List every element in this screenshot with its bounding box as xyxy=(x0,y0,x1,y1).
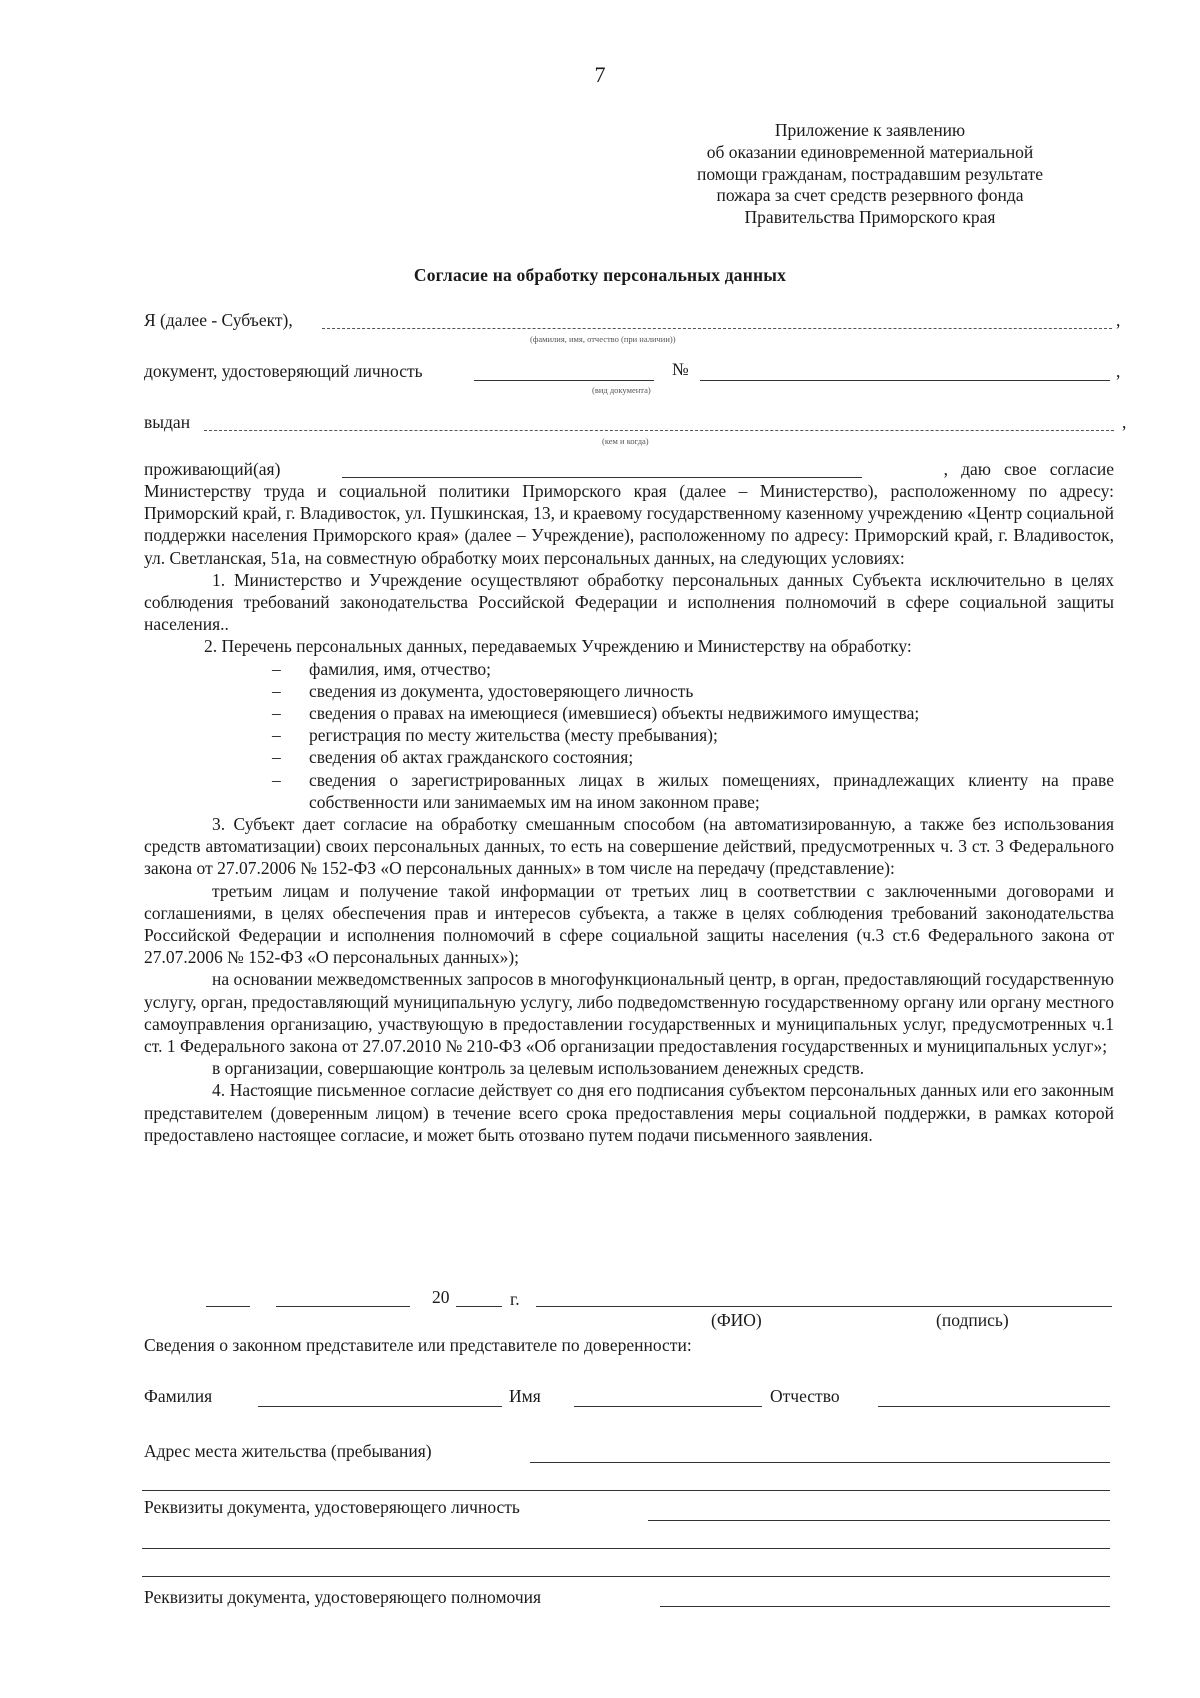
personal-data-list xyxy=(144,658,1114,813)
appendix-line: об оказании единовременной материальной xyxy=(706,141,1034,162)
name-label: Имя xyxy=(509,1386,541,1406)
clause-1: 1. Министерство и Учреждение осуществляют обработку персональных данных Субъекта исключительно в целях соблюдения требований законодательства Российской Федерации и исполнения полномочий в сфере социальной защиты населения.. xyxy=(144,569,1114,635)
appendix-header xyxy=(640,120,1100,229)
appendix-line: помощи гражданам, пострадавшим результате xyxy=(696,163,1044,184)
clause-3: 3. Субъект дает согласие на обработку смешанным способом (на автоматизированную, а также без использования средств автоматизации) своих персональных данных, то есть на совершение действий, предусмотренных ч. 3 ст. 3 Федерального закона от 27.07.2006 № 152-ФЗ «О персональных данных» в том числе на передачу (представление): xyxy=(144,814,1114,879)
list-item: – сведения об актах гражданского состояния; xyxy=(272,747,634,768)
list-item: – фамилия, имя, отчество; xyxy=(272,658,492,679)
authority-doc-field[interactable] xyxy=(660,1606,1110,1607)
fio-label: (ФИО) xyxy=(711,1310,762,1330)
issued-comma: , xyxy=(1122,412,1127,432)
date-month-field[interactable] xyxy=(276,1306,410,1307)
patronymic-label: Отчество xyxy=(770,1386,840,1406)
doc-number-field[interactable] xyxy=(700,380,1110,381)
list-item: – сведения из документа, удостоверяющего личность xyxy=(272,680,694,701)
doc-comma: , xyxy=(1116,361,1121,381)
id-doc-field[interactable] xyxy=(648,1520,1110,1521)
address-field[interactable] xyxy=(530,1462,1110,1463)
subject-name-field[interactable] xyxy=(322,328,1112,329)
year-suffix: г. xyxy=(510,1289,520,1309)
patronymic-field[interactable] xyxy=(878,1406,1110,1407)
dash-bullet: – xyxy=(272,703,281,724)
appendix-line: пожара за счет средств резервного фонда xyxy=(716,185,1024,206)
residing-address-field[interactable] xyxy=(342,477,862,478)
appendix-line: Правительства Приморского края xyxy=(744,207,996,228)
dash-bullet: – xyxy=(272,658,281,679)
id-doc-label: Реквизиты документа, удостоверяющего личность xyxy=(144,1497,520,1517)
signature-label: (подпись) xyxy=(936,1310,1009,1330)
dash-bullet: – xyxy=(272,747,281,768)
authority-doc-label: Реквизиты документа, удостоверяющего полномочия xyxy=(144,1587,542,1607)
doc-type-field[interactable] xyxy=(474,380,654,381)
consent-body xyxy=(144,480,1114,1146)
subject-hint: (фамилия, имя, отчество (при наличии)) xyxy=(530,334,676,344)
date-year-field[interactable] xyxy=(456,1306,502,1307)
clause-3a: третьим лицам и получение такой информации от третьих лиц в соответствии с заключенными договорами и соглашениями, в целях обеспечения прав и интересов субъекта, а также в целях соблюдения требований законодательства Российской Федерации и исполнения полномочий в сфере социальной защиты населения (ч.3 ст.6 Федерального закона от 27.07.2006 № 152-ФЗ «О персональных данных»); xyxy=(144,880,1114,968)
address-label: Адрес места жительства (пребывания) xyxy=(144,1441,432,1461)
list-item: – сведения о правах на имеющиеся (имевшиеся) объекты недвижимого имущества; xyxy=(272,703,920,724)
body-intro: Министерству труда и социальной политики Приморского края (далее – Министерство), расположенному по адресу: Приморский край, г. Владивосток, ул. Пушкинская, 13, и краевому государственному казенному учреждению «Центр социальной поддержки населения Приморского края» (далее – Учреждение), расположенному по адресу: Приморский край, г. Владивосток, ул. Светланская, 51а, на совместную обработку моих персональных данных, на следующих условиях: xyxy=(144,481,1114,568)
page-number: 7 xyxy=(594,62,606,87)
date-day-field[interactable] xyxy=(206,1306,250,1307)
clause-3b: на основании межведомственных запросов в многофункциональный центр, в орган, предоставляющий государственную услугу, орган, предоставляющий муниципальную услугу, либо подведомственную государственному органу или органу местного самоуправления организацию, участвующую в предоставлении государственных и муниципальных услуг, предусмотренных ч.1 ст. 1 Федерального закона от 27.07.2010 № 210-ФЗ «Об организации предоставления государственных и муниципальных услуг»; xyxy=(144,969,1115,1057)
address-field-line2[interactable] xyxy=(142,1490,1110,1491)
dash-bullet: – xyxy=(272,680,281,701)
name-field[interactable] xyxy=(574,1406,762,1407)
clause-4: 4. Настоящие письменное согласие действует со дня его подписания субъектом персональных данных или его законным представителем (доверенным лицом) в течение всего срока предоставления меры социальной поддержки, в рамках которой предоставлено настоящее согласие, и может быть отозвано путем подачи письменного заявления. xyxy=(144,1080,1114,1145)
dash-bullet: – xyxy=(272,725,281,746)
clause-3c: в организации, совершающие контроль за целевым использованием денежных средств. xyxy=(212,1058,865,1079)
list-item: – сведения о зарегистрированных лицах в жилых помещениях, принадлежащих клиенту на праве собственности или занимаемых им на ином законном праве; xyxy=(272,769,1114,812)
list-item: – регистрация по месту жительства (месту пребывания); xyxy=(272,725,718,746)
dash-bullet: – xyxy=(272,769,281,790)
issued-hint: (кем и когда) xyxy=(602,436,649,446)
year-prefix: 20 xyxy=(432,1287,450,1307)
doc-number-sign: № xyxy=(672,359,689,379)
subject-label: Я (далее - Субъект), xyxy=(144,310,293,330)
surname-label: Фамилия xyxy=(144,1386,213,1406)
signature-field[interactable] xyxy=(536,1306,1112,1307)
residing-label: проживающий(ая) xyxy=(144,459,281,479)
subject-comma: , xyxy=(1116,310,1121,330)
document-title: Согласие на обработку персональных данных xyxy=(413,265,787,285)
doc-hint: (вид документа) xyxy=(592,385,651,395)
id-doc-field-line2[interactable] xyxy=(142,1548,1110,1549)
representative-heading: Сведения о законном представителе или представителе по доверенности: xyxy=(144,1335,692,1355)
clause-2: 2. Перечень персональных данных, передаваемых Учреждению и Министерству на обработку: xyxy=(204,636,912,657)
issued-by-field[interactable] xyxy=(204,430,1114,431)
id-doc-field-line3[interactable] xyxy=(142,1576,1110,1577)
residing-tail: , даю свое согласие xyxy=(943,459,1114,479)
issued-label: выдан xyxy=(144,412,191,432)
surname-field[interactable] xyxy=(258,1406,502,1407)
doc-label: документ, удостоверяющий личность xyxy=(144,361,423,381)
appendix-line: Приложение к заявлению xyxy=(774,120,966,140)
